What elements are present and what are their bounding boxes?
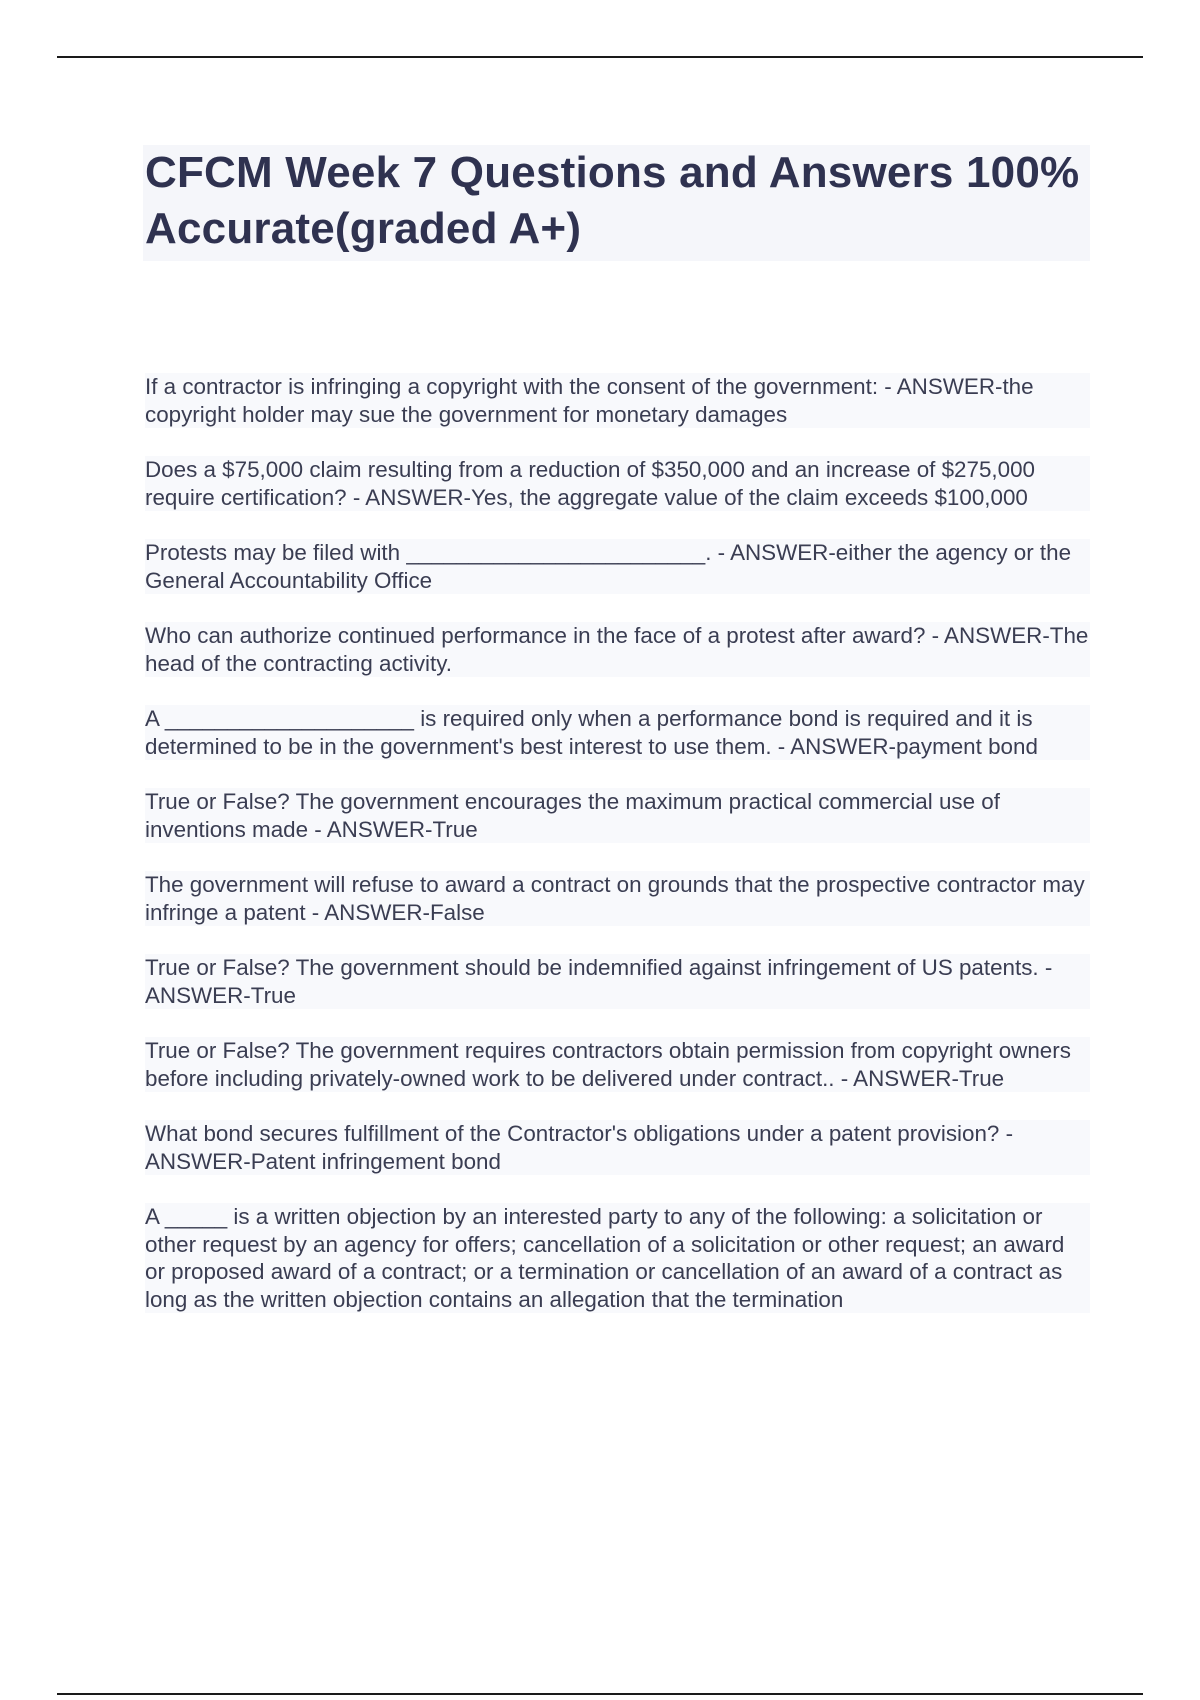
qa-item: Who can authorize continued performance in the face of a protest after award? - ANSWER-The head of the contracting activity. [145,623,1089,676]
document-title: CFCM Week 7 Questions and Answers 100% Accurate(graded A+) [145,148,1080,253]
qa-item: True or False? The government encourages the maximum practical commercial use of inventions made - ANSWER-True [145,788,1090,843]
qa-item: What bond secures fulfillment of the Contractor's obligations under a patent provision? - ANSWER-Patent infringement bond [145,1120,1090,1175]
qa-list [145,373,1090,1313]
qa-item: True or False? The government should be indemnified against infringement of US patents. - ANSWER-True [145,954,1090,1009]
qa-item: A _____ is a written objection by an interested party to any of the following: a solicitation or other request by an agency for offers; cancellation of a solicitation or other request; an award or proposed award of a contract; or a termination or cancellation of an award of a contract as long as the written objection contains an allegation that the termination [145,1203,1090,1313]
document-body [145,145,1090,1341]
qa-item: If a contractor is infringing a copyright with the consent of the government: - ANSWER-the copyright holder may sue the government for monetary damages [145,373,1090,428]
title-block [143,145,1090,261]
qa-item: A ____________________ is required only when a performance bond is required and it is determined to be in the government's best interest to use them. - ANSWER-payment bond [145,705,1090,760]
qa-item: Protests may be filed with ________________________. - ANSWER-either the agency or the General Accountability Office [145,539,1090,594]
qa-item: The government will refuse to award a contract on grounds that the prospective contractor may infringe a patent - ANSWER-False [145,871,1090,926]
qa-item: True or False? The government requires contractors obtain permission from copyright owners before including privately-owned work to be delivered under contract.. - ANSWER-True [145,1037,1090,1092]
bottom-divider [57,1693,1143,1695]
top-divider [57,56,1143,58]
qa-item: Does a $75,000 claim resulting from a reduction of $350,000 and an increase of $275,000 require certification? - ANSWER-Yes, the aggregate value of the claim exceeds $100,000 [145,456,1090,511]
